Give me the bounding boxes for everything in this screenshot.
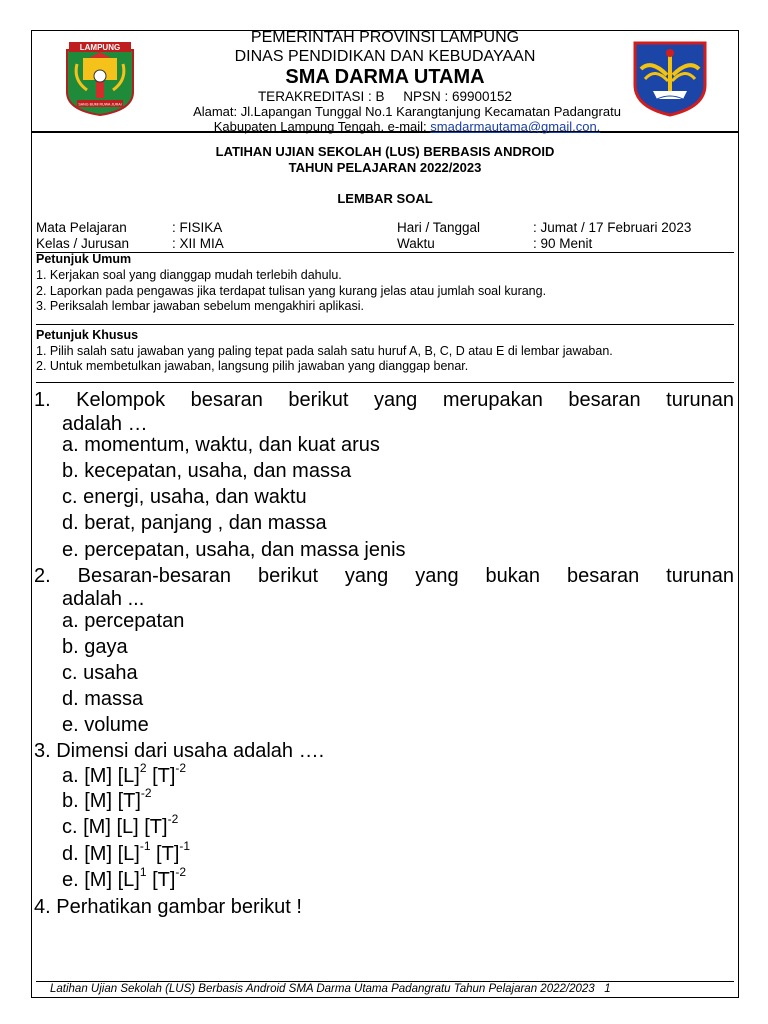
q3-option-a-part2: [T] [146, 765, 176, 787]
address-line-1: Alamat: Jl.Lapangan Tunggal No.1 Karangtanjung Kecamatan Padangratu [193, 104, 621, 119]
question-2-stem: 2. Besaran-besaran berikut yang yang bukan besaran turunan [34, 565, 734, 587]
q3-option-d-exp1: -1 [139, 839, 151, 853]
q1-option-a: a. momentum, waktu, dan kuat arus [62, 434, 380, 456]
divider [36, 382, 734, 383]
special-instruction-2: 2. Untuk membetulkan jawaban, langsung pilih jawaban yang dianggap benar. [36, 359, 469, 373]
question-3-stem: 3. Dimensi dari usaha adalah …. [34, 740, 325, 762]
special-instruction-1: 1. Pilih salah satu jawaban yang paling tepat pada salah satu huruf A, B, C, D atau E di lembar jawaban. [36, 344, 613, 358]
q3-option-b-letter: b. [62, 790, 79, 812]
q1-option-c: c. energi, usaha, dan waktu [62, 486, 307, 508]
q3-option-b [62, 786, 152, 813]
page-number: 1 [604, 983, 611, 995]
class-label: Kelas / Jurusan [36, 236, 130, 251]
general-instruction-3: 3. Periksalah lembar jawaban sebelum mengakhiri aplikasi. [36, 299, 364, 313]
q3-option-d [62, 839, 191, 866]
q3-option-e-exp1: 1 [139, 865, 147, 879]
address-line-2 [54, 119, 760, 134]
exam-title: LATIHAN UJIAN SEKOLAH (LUS) BERBASIS ANDROID [215, 144, 555, 159]
q3-option-a-exp1: 2 [139, 761, 147, 775]
q3-option-c [62, 812, 179, 839]
q3-option-c-exp1: -2 [167, 812, 179, 826]
q2-option-d: d. massa [62, 688, 144, 710]
time-label: Waktu [397, 236, 435, 251]
q3-option-b-part1: [M] [T] [84, 790, 141, 812]
question-1-stem: 1. Kelompok besaran berikut yang merupakan besaran turunan [34, 389, 734, 411]
q3-option-c-letter: c. [62, 816, 78, 838]
school-logo [631, 39, 709, 117]
day-value: : Jumat / 17 Februari 2023 [533, 220, 692, 235]
email-link[interactable]: smadarmautama@gmail.con. [430, 119, 601, 134]
question-2-stem-cont: adalah ... [62, 588, 145, 610]
general-instructions-title: Petunjuk Umum [36, 252, 132, 266]
q2-option-b: b. gaya [62, 636, 128, 658]
address-line-2-prefix: Kabupaten Lampung Tengah, e-mail: [213, 119, 431, 134]
q3-option-e-letter: e. [62, 869, 79, 891]
day-label: Hari / Tanggal [397, 220, 481, 235]
accreditation-line: TERAKREDITASI : B NPSN : 69900152 [257, 89, 513, 104]
sheet-title: LEMBAR SOAL [337, 191, 433, 206]
header-department: DINAS PENDIDIKAN DAN KEBUDAYAAN [234, 48, 536, 65]
footer-text: Latihan Ujian Sekolah (LUS) Berbasis Android SMA Darma Utama Padangratu Tahun Pelajaran 2022/2023 [50, 983, 595, 995]
q1-option-d: d. berat, panjang , dan massa [62, 512, 327, 534]
q1-option-b: b. kecepatan, usaha, dan massa [62, 460, 352, 482]
exam-year: TAHUN PELAJARAN 2022/2023 [288, 160, 482, 175]
q3-option-d-part2: [T] [150, 843, 180, 865]
special-instructions-title: Petunjuk Khusus [36, 328, 139, 342]
q2-option-c: c. usaha [62, 662, 138, 684]
general-instruction-2: 2. Laporkan pada pengawas jika terdapat tulisan yang kurang jelas atau jumlah soal kurang. [36, 284, 547, 298]
q3-option-d-part1: [M] [L] [84, 843, 140, 865]
lampung-logo-motto: SANG BUMI RUWA JURAI [78, 102, 122, 107]
subject-value: : FISIKA [172, 220, 223, 235]
school-name: SMA DARMA UTAMA [285, 66, 485, 88]
document-frame [31, 30, 739, 998]
class-value: : XII MIA [172, 236, 224, 251]
q3-option-e [62, 865, 187, 892]
footer-divider [36, 981, 734, 982]
q3-option-d-letter: d. [62, 843, 79, 865]
divider [36, 252, 734, 253]
q3-option-d-exp2: -1 [179, 839, 191, 853]
q3-option-b-exp1: -2 [140, 786, 152, 800]
letterhead [32, 31, 738, 133]
subject-label: Mata Pelajaran [36, 220, 127, 235]
q3-option-c-part1: [M] [L] [T] [83, 816, 168, 838]
q3-option-a [62, 761, 187, 788]
divider [36, 324, 734, 325]
header-province: PEMERINTAH PROVINSI LAMPUNG [250, 29, 520, 46]
q2-option-a: a. percepatan [62, 610, 185, 632]
lampung-logo-text: LAMPUNG [79, 43, 121, 52]
time-value: : 90 Menit [533, 236, 593, 251]
general-instruction-1: 1. Kerjakan soal yang dianggap mudah terlebih dahulu. [36, 268, 342, 282]
q1-option-e: e. percepatan, usaha, dan massa jenis [62, 539, 406, 561]
q3-option-a-exp2: -2 [175, 761, 187, 775]
page-footer [50, 983, 611, 995]
question-4-stem: 4. Perhatikan gambar berikut ! [34, 896, 302, 918]
q3-option-a-part1: [M] [L] [84, 765, 140, 787]
q3-option-a-letter: a. [62, 765, 79, 787]
q3-option-e-exp2: -2 [175, 865, 187, 879]
q3-option-e-part1: [M] [L] [84, 869, 140, 891]
q3-option-e-part2: [T] [146, 869, 176, 891]
question-1-stem-cont: adalah … [62, 413, 148, 435]
q2-option-e: e. volume [62, 714, 149, 736]
